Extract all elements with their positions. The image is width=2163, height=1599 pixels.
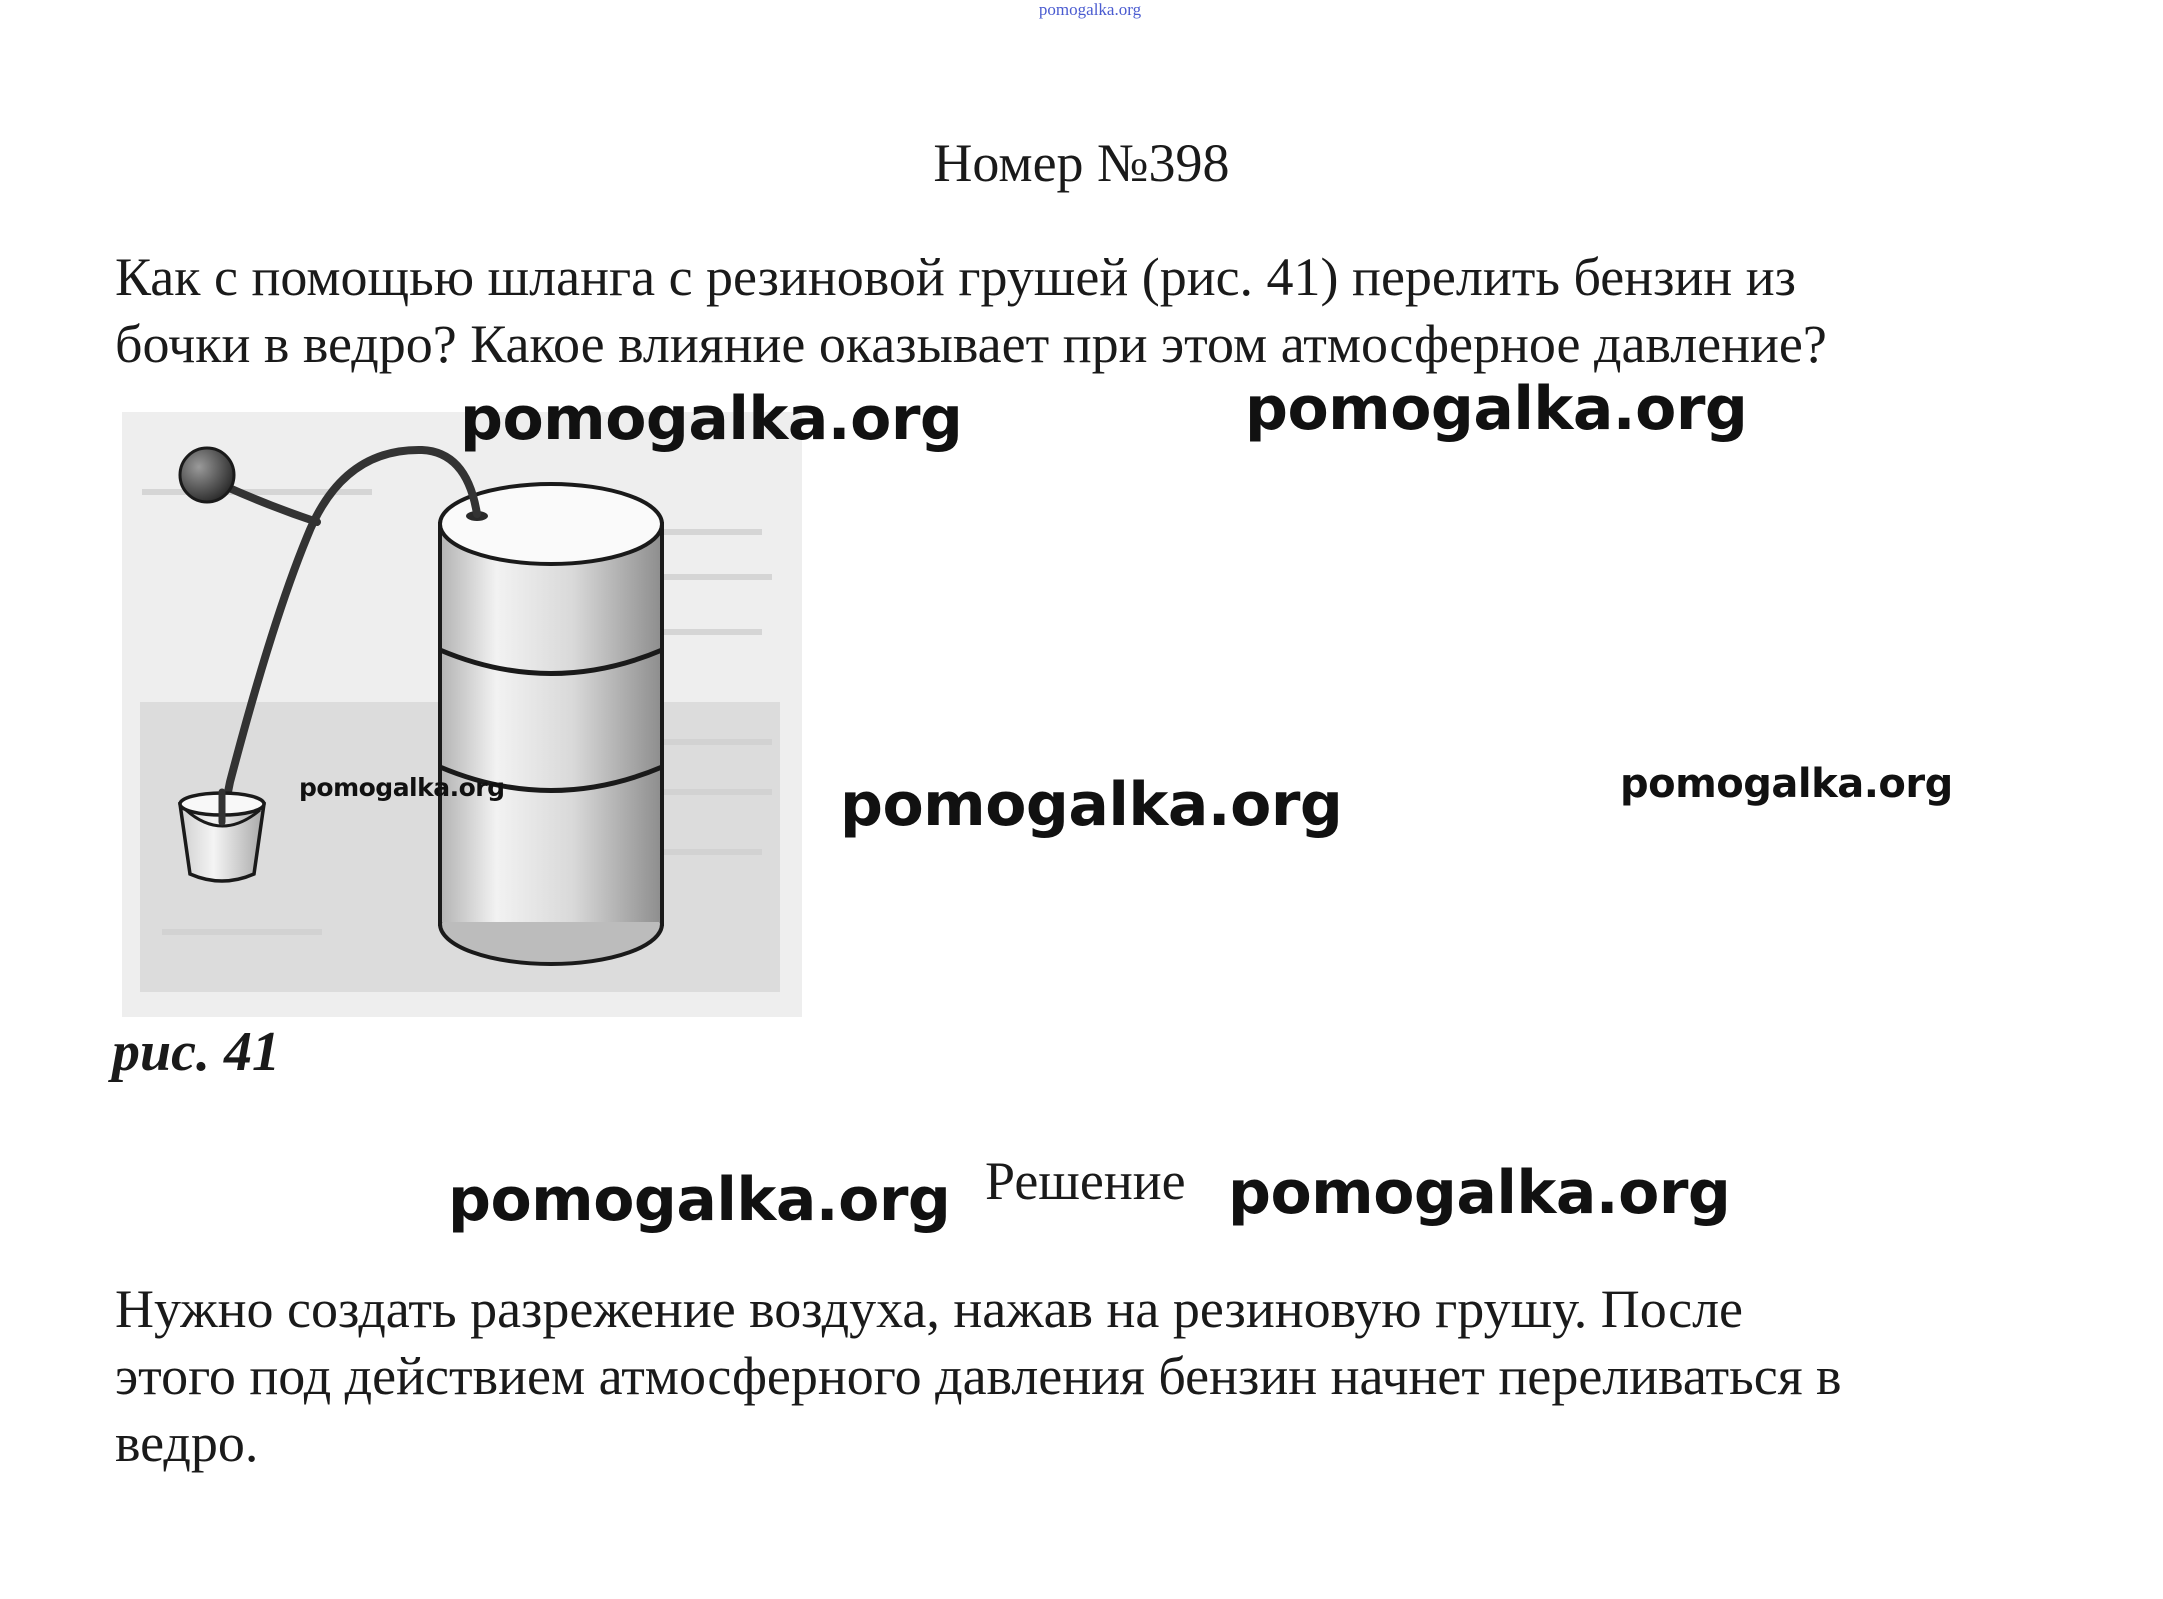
figure-caption: рис. 41 bbox=[112, 1021, 280, 1083]
watermark-2: pomogalka.org bbox=[1245, 374, 1748, 444]
watermark-5: pomogalka.org bbox=[448, 1165, 951, 1235]
watermark-4: pomogalka.org bbox=[1620, 761, 1953, 807]
site-header-link[interactable]: pomogalka.org bbox=[1038, 0, 1142, 19]
watermark-6: pomogalka.org bbox=[1228, 1158, 1731, 1228]
solution-line-1: Нужно создать разрежение воздуха, нажав на резиновую грушу. После bbox=[115, 1279, 1743, 1339]
solution-text bbox=[115, 1276, 2115, 1477]
problem-statement bbox=[115, 244, 2075, 378]
watermark-3: pomogalka.org bbox=[840, 770, 1343, 840]
problem-title: Номер №398 bbox=[933, 133, 1230, 193]
watermark-figure: pomogalka.org bbox=[299, 773, 505, 802]
rubber-bulb-icon bbox=[180, 448, 234, 502]
problem-line-1: Как с помощью шланга с резиновой грушей (рис. 41) перелить бензин из bbox=[115, 247, 1796, 307]
solution-line-3: ведро. bbox=[115, 1413, 259, 1473]
watermark-1: pomogalka.org bbox=[460, 384, 963, 454]
problem-line-2: бочки в ведро? Какое влияние оказывает при этом атмосферное давление? bbox=[115, 314, 1827, 374]
barrel-fill bbox=[442, 524, 660, 922]
barrel-siphon-drawing bbox=[122, 412, 802, 1017]
figure-41-illustration bbox=[122, 412, 802, 1017]
solution-heading: Решение bbox=[985, 1151, 1186, 1211]
solution-line-2: этого под действием атмосферного давления бензин начнет переливаться в bbox=[115, 1346, 1842, 1406]
